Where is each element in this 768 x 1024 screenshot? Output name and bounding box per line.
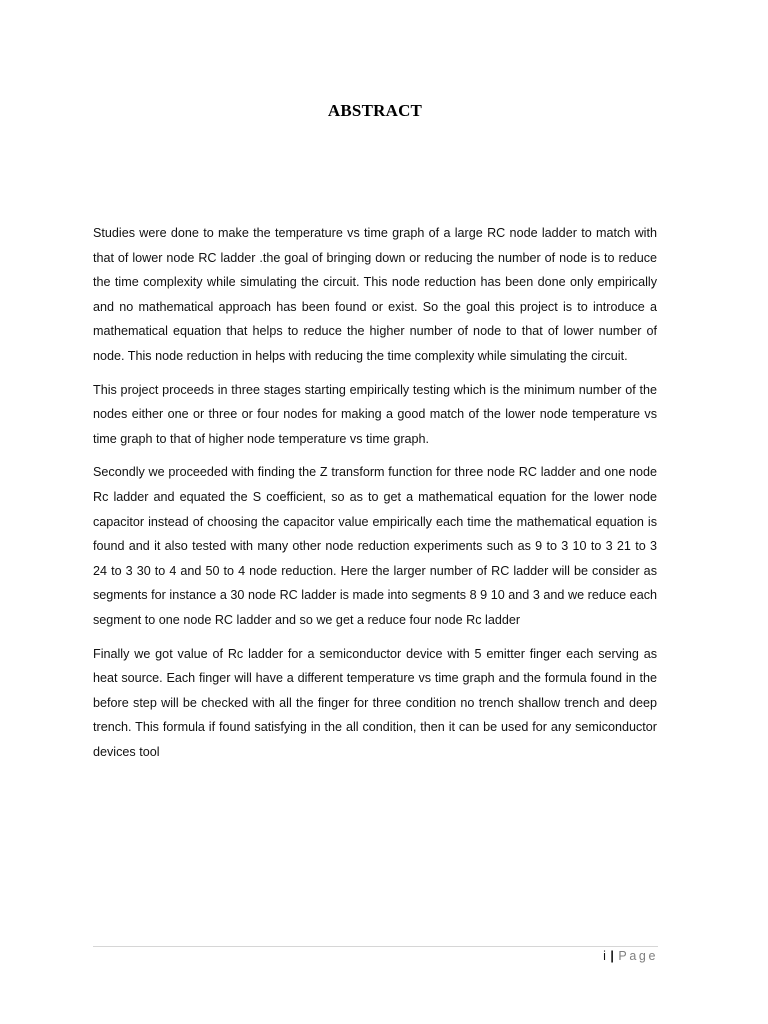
paragraph-1: Studies were done to make the temperature vs time graph of a large RC node ladder to match with that of lower node RC ladder .the goal of bringing down or reducing the number of node is to reduce the time complexity while simulating the circuit. This node reduction has been done only empirically and no mathematical approach has been found or exist. So the goal this project is to introduce a mathematical equation that helps to reduce the higher number of node to that of lower number of node. This node reduction in helps with reducing the time complexity while simulating the circuit.	[93, 226, 657, 363]
footer-separator: |	[610, 949, 615, 963]
page-label: Page	[618, 949, 658, 963]
page-footer	[603, 949, 658, 963]
footer-divider	[93, 946, 658, 947]
paragraph-3: Secondly we proceeded with finding the Z transform function for three node RC ladder and one node Rc ladder and equated the S coefficient, so as to get a mathematical equation for the lower node capacitor instead of choosing the capacitor value empirically each time the mathematical equation is found and it also tested with many other node reduction experiments such as 9 to 3 10 to 3 21 to 3 24 to 3 30 to 4 and 50 to 4 node reduction. Here the larger number of RC ladder will be consider as segments for instance a 30 node RC ladder is made into segments 8 9 10 and 3 and we reduce each segment to one node RC ladder and so we get a reduce four node Rc ladder	[93, 465, 657, 627]
paragraph-2: This project proceeds in three stages starting empirically testing which is the minimum number of the nodes either one or three or four nodes for making a good match of the lower node temperature vs time graph to that of higher node temperature vs time graph.	[93, 382, 657, 446]
abstract-heading: ABSTRACT	[327, 101, 423, 120]
abstract-body	[93, 221, 657, 773]
paragraph-4: Finally we got value of Rc ladder for a semiconductor device with 5 emitter finger each serving as heat source. Each finger will have a different temperature vs time graph and the formula found in the before step will be checked with all the finger for three condition no trench shallow trench and deep trench. This formula if found satisfying in the all condition, then it can be used for any semiconductor devices tool	[93, 646, 657, 759]
page-number: i	[603, 949, 607, 963]
